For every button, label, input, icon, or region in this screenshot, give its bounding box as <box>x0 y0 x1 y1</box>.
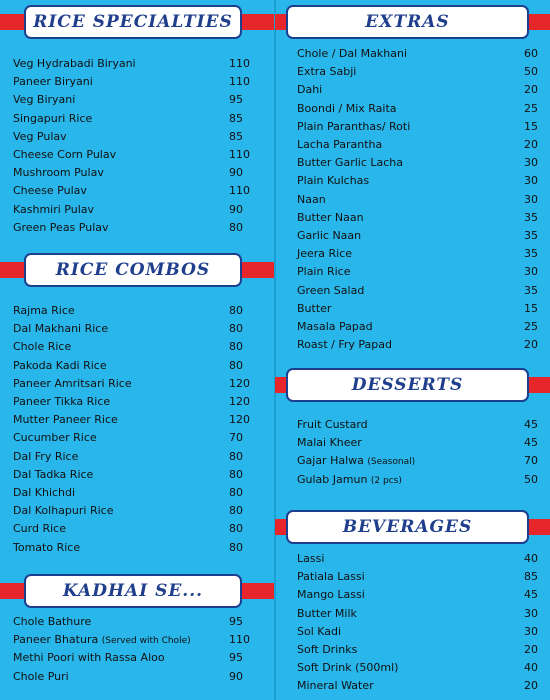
item-name: Pakoda Kadi Rice <box>13 358 107 372</box>
menu-item <box>13 466 275 484</box>
item-name: Chole Puri <box>13 669 69 683</box>
menu-item <box>297 172 550 190</box>
menu-item <box>13 128 275 146</box>
item-name-wrap <box>13 631 191 650</box>
item-price: 80 <box>229 540 243 554</box>
menu-item <box>13 219 275 237</box>
item-name-wrap <box>13 91 75 109</box>
item-name: Green Salad <box>297 283 365 297</box>
item-name: Mango Lassi <box>297 588 365 602</box>
item-name: Dal Makhani Rice <box>13 322 109 336</box>
item-price: 50 <box>524 472 538 486</box>
item-name-wrap <box>13 448 78 466</box>
menu-item <box>297 118 550 136</box>
item-name-wrap <box>297 136 382 154</box>
item-price: 20 <box>524 643 538 656</box>
section-title: KADHAI SE... <box>24 574 242 608</box>
item-name: Boondi / Mix Raita <box>297 101 397 115</box>
menu-item <box>13 91 275 109</box>
item-note: (Served with Chole) <box>101 636 191 647</box>
item-name-wrap <box>297 568 365 586</box>
menu-item <box>13 357 275 375</box>
item-price: 45 <box>524 588 538 602</box>
item-price: 80 <box>229 322 243 336</box>
item-price: 110 <box>229 184 250 198</box>
item-name: Garlic Naan <box>297 229 362 242</box>
item-price: 90 <box>229 669 243 683</box>
item-price: 40 <box>524 552 538 565</box>
item-name: Curd Rice <box>13 522 66 536</box>
menu-item <box>13 448 275 466</box>
item-name-wrap <box>13 613 91 631</box>
item-name-wrap <box>13 55 136 73</box>
menu-item <box>297 227 550 245</box>
item-price: 30 <box>524 174 538 188</box>
item-name-wrap <box>297 100 397 118</box>
item-price: 30 <box>524 192 538 206</box>
item-name: Singapuri Rice <box>13 111 93 125</box>
section-header-rice-specialties <box>0 5 275 39</box>
item-name: Cheese Pulav <box>13 184 87 198</box>
menu-item <box>297 245 550 263</box>
item-name-wrap <box>297 81 322 99</box>
item-name-wrap <box>13 668 69 686</box>
item-price: 85 <box>229 129 243 143</box>
item-price: 15 <box>524 119 538 133</box>
menu-item <box>13 649 275 667</box>
item-price: 45 <box>524 436 538 450</box>
item-price: 80 <box>229 358 243 372</box>
section-title: DESSERTS <box>286 368 529 402</box>
item-price: 20 <box>524 338 538 352</box>
menu-item <box>297 641 550 659</box>
item-price: 90 <box>229 166 243 180</box>
item-name: Green Peas Pulav <box>13 220 109 234</box>
item-name: Paneer Bhatura <box>13 633 99 647</box>
item-price: 35 <box>524 210 538 224</box>
item-price: 30 <box>524 606 538 620</box>
item-name: Mineral Water <box>297 679 374 693</box>
item-name: Masala Papad <box>297 320 373 333</box>
item-price: 30 <box>524 624 538 638</box>
item-name-wrap <box>13 128 67 146</box>
menu-item <box>297 623 550 641</box>
item-name-wrap <box>297 623 341 641</box>
menu-item <box>297 605 550 623</box>
item-name-wrap <box>13 146 116 164</box>
item-price: 50 <box>524 65 538 79</box>
menu-item <box>297 136 550 154</box>
item-name: Soft Drink (500ml) <box>297 661 399 675</box>
item-price: 30 <box>524 156 538 170</box>
item-name-wrap <box>297 191 326 209</box>
item-name-wrap <box>13 411 118 429</box>
item-name-wrap <box>297 641 357 659</box>
menu-item <box>297 154 550 172</box>
menu-item <box>13 520 275 538</box>
menu-item <box>13 302 275 320</box>
menu-item <box>13 539 275 557</box>
item-note: (2 pcs) <box>370 475 402 486</box>
item-price: 95 <box>229 651 243 665</box>
item-name: Plain Paranthas/ Roti <box>297 119 411 133</box>
item-name-wrap <box>297 154 403 172</box>
item-price: 95 <box>229 93 243 107</box>
menu-item <box>13 320 275 338</box>
item-name: Naan <box>297 192 326 206</box>
item-price: 80 <box>229 486 243 499</box>
item-name: Cucumber Rice <box>13 431 97 445</box>
item-name: Rajma Rice <box>13 304 75 317</box>
item-price: 80 <box>229 504 243 518</box>
item-name-wrap <box>13 539 80 557</box>
item-name-wrap <box>297 263 350 281</box>
right-column <box>275 0 550 700</box>
menu-item <box>13 201 275 219</box>
item-name-wrap <box>297 118 410 136</box>
item-name: Veg Hydrabadi Biryani <box>13 57 136 70</box>
item-name: Paneer Amritsari Rice <box>13 376 132 390</box>
item-price: 20 <box>524 679 538 693</box>
item-price: 25 <box>524 320 538 333</box>
menu-item <box>13 502 275 520</box>
item-price: 80 <box>229 220 243 234</box>
item-name: Paneer Biryani <box>13 75 93 89</box>
item-price: 35 <box>524 283 538 297</box>
item-name-wrap <box>13 110 92 128</box>
item-name-wrap <box>13 393 110 411</box>
item-name: Gajar Halwa <box>297 454 364 468</box>
item-name: Soft Drinks <box>297 643 358 656</box>
item-name-wrap <box>13 649 165 667</box>
item-name: Roast / Fry Papad <box>297 338 393 352</box>
menu-item <box>297 300 550 318</box>
item-name-wrap <box>297 63 356 81</box>
item-name: Butter Naan <box>297 210 364 224</box>
item-name: Dal Khichdi <box>13 486 76 499</box>
item-name: Jeera Rice <box>297 247 353 261</box>
item-name-wrap <box>13 520 66 538</box>
item-name: Veg Biryani <box>13 93 76 107</box>
item-price: 95 <box>229 615 243 628</box>
section-header-desserts <box>275 368 550 402</box>
item-price: 60 <box>524 47 538 60</box>
item-price: 30 <box>524 265 538 279</box>
item-name-wrap <box>13 201 94 219</box>
item-name-wrap <box>13 219 109 237</box>
item-price: 85 <box>524 570 538 584</box>
item-name-wrap <box>297 45 407 63</box>
menu-item <box>13 668 275 686</box>
item-name-wrap <box>297 300 331 318</box>
item-name: Chole Rice <box>13 340 72 354</box>
item-name: Chole Bathure <box>13 615 92 628</box>
item-name: Dal Tadka Rice <box>13 467 94 481</box>
item-name: Patiala Lassi <box>297 570 365 584</box>
section-header-extras <box>275 5 550 39</box>
item-name-wrap <box>13 466 93 484</box>
item-price: 25 <box>524 101 538 115</box>
item-name-wrap <box>13 320 108 338</box>
menu-item <box>13 631 275 649</box>
item-name-wrap <box>297 209 364 227</box>
item-name-wrap <box>13 484 75 502</box>
menu-item <box>297 434 550 452</box>
item-name: Veg Pulav <box>13 129 67 143</box>
section-header-rice-combos <box>0 253 275 287</box>
menu-item <box>297 471 550 489</box>
item-name-wrap <box>297 318 373 336</box>
item-price: 15 <box>524 301 538 315</box>
section-header-kadhai-se <box>0 574 275 608</box>
item-price: 80 <box>229 522 243 536</box>
menu-item <box>297 263 550 281</box>
section-header-beverages <box>275 510 550 544</box>
menu-item <box>297 550 550 568</box>
menu-item <box>13 164 275 182</box>
item-price: 110 <box>229 633 250 647</box>
item-name: Dal Kolhapuri Rice <box>13 504 114 518</box>
item-name-wrap <box>297 336 392 354</box>
item-name: Methi Poori with Rassa Aloo <box>13 651 165 665</box>
item-price: 80 <box>229 467 243 481</box>
menu-item <box>297 336 550 354</box>
item-name-wrap <box>297 659 398 677</box>
menu-item <box>13 73 275 91</box>
item-name: Extra Sabji <box>297 65 357 79</box>
item-name: Plain Rice <box>297 265 351 279</box>
item-price: 120 <box>229 395 250 408</box>
item-name-wrap <box>13 73 93 91</box>
menu-item <box>13 182 275 200</box>
menu-item <box>13 375 275 393</box>
menu-item <box>297 63 550 81</box>
menu-item <box>13 429 275 447</box>
item-name: Dal Fry Rice <box>13 449 79 463</box>
item-name: Mutter Paneer Rice <box>13 413 118 427</box>
item-price: 40 <box>524 661 538 675</box>
menu-item <box>13 393 275 411</box>
item-name: Lassi <box>297 552 325 565</box>
item-name-wrap <box>297 550 324 568</box>
item-price: 35 <box>524 247 538 261</box>
item-name: Tomato Rice <box>13 540 81 554</box>
item-name-wrap <box>297 586 365 604</box>
item-name-wrap <box>13 182 87 200</box>
item-name: Butter Milk <box>297 606 357 620</box>
item-name: Dahi <box>297 83 323 97</box>
menu-item <box>297 282 550 300</box>
menu-item <box>13 110 275 128</box>
item-name-wrap <box>297 227 361 245</box>
menu-item <box>297 318 550 336</box>
item-name-wrap <box>297 452 415 471</box>
section-title: EXTRAS <box>286 5 529 39</box>
section-title: BEVERAGES <box>286 510 529 544</box>
menu-item <box>13 338 275 356</box>
item-price: 20 <box>524 83 538 97</box>
item-price: 110 <box>229 57 250 70</box>
item-name-wrap <box>13 502 113 520</box>
item-price: 110 <box>229 75 250 89</box>
item-name: Chole / Dal Makhani <box>297 47 408 60</box>
item-name-wrap <box>13 375 132 393</box>
item-price: 80 <box>229 340 243 354</box>
item-name: Kashmiri Pulav <box>13 202 95 216</box>
item-price: 80 <box>229 304 243 317</box>
item-name: Fruit Custard <box>297 418 368 431</box>
menu-item <box>297 586 550 604</box>
item-name-wrap <box>297 282 364 300</box>
item-name-wrap <box>13 338 71 356</box>
item-price: 110 <box>229 148 250 161</box>
item-name-wrap <box>297 605 357 623</box>
item-price: 85 <box>229 111 243 125</box>
menu-item <box>297 100 550 118</box>
item-name: Mushroom Pulav <box>13 166 104 180</box>
menu-item <box>297 45 550 63</box>
item-name: Gulab Jamun <box>297 472 368 486</box>
item-name: Cheese Corn Pulav <box>13 148 117 161</box>
menu-item <box>13 55 275 73</box>
item-price: 45 <box>524 418 538 431</box>
menu-item <box>297 677 550 695</box>
menu-item <box>13 411 275 429</box>
item-price: 80 <box>229 449 243 463</box>
menu-item <box>297 416 550 434</box>
item-name-wrap <box>13 302 75 320</box>
item-note: (Seasonal) <box>367 457 416 468</box>
item-name: Malai Kheer <box>297 436 362 450</box>
item-price: 20 <box>524 138 538 151</box>
item-price: 120 <box>229 376 250 390</box>
item-name-wrap <box>297 172 369 190</box>
section-title: RICE SPECIALTIES <box>24 5 242 39</box>
item-name: Sol Kadi <box>297 624 342 638</box>
menu-item <box>297 209 550 227</box>
item-name-wrap <box>297 416 368 434</box>
item-price: 70 <box>524 454 538 468</box>
menu-item <box>297 659 550 677</box>
menu-item <box>13 484 275 502</box>
item-price: 70 <box>229 431 243 445</box>
item-name-wrap <box>13 164 104 182</box>
item-price: 35 <box>524 229 538 242</box>
menu-item <box>13 146 275 164</box>
item-price: 90 <box>229 202 243 216</box>
item-name: Paneer Tikka Rice <box>13 395 111 408</box>
item-name-wrap <box>297 434 362 452</box>
menu-item <box>297 191 550 209</box>
item-name-wrap <box>13 429 97 447</box>
item-name-wrap <box>297 677 374 695</box>
item-name: Plain Kulchas <box>297 174 370 188</box>
item-name: Butter Garlic Lacha <box>297 156 404 170</box>
section-title: RICE COMBOS <box>24 253 242 287</box>
menu-item <box>13 613 275 631</box>
item-price: 120 <box>229 413 250 427</box>
menu-item <box>297 568 550 586</box>
menu-item <box>297 452 550 470</box>
item-name: Butter <box>297 301 332 315</box>
item-name: Lacha Parantha <box>297 138 383 151</box>
item-name-wrap <box>297 245 352 263</box>
item-name-wrap <box>297 471 402 490</box>
item-name-wrap <box>13 357 107 375</box>
menu-item <box>297 81 550 99</box>
